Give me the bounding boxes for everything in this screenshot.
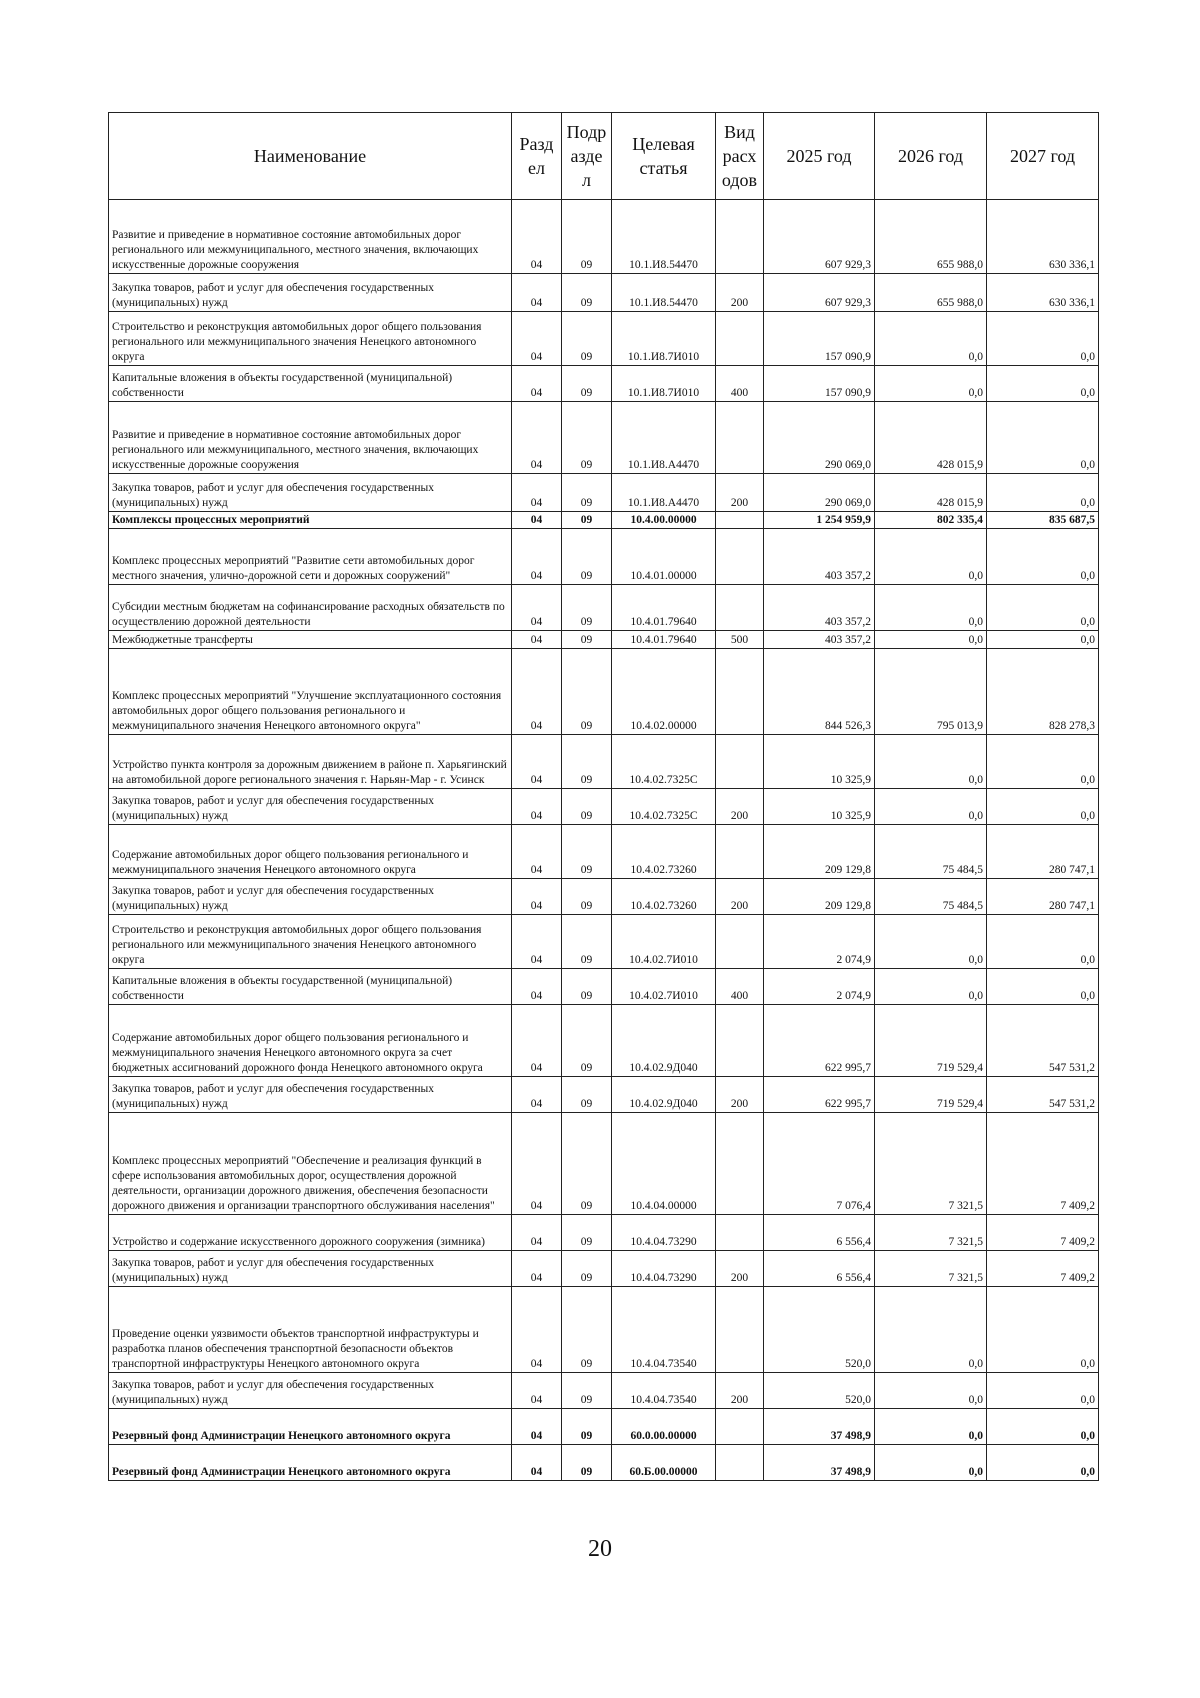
row-target-article: 10.4.02.7325С: [612, 735, 716, 789]
row-razdel: 04: [512, 1113, 562, 1215]
row-expense-type: [716, 529, 764, 585]
row-2025: 1 254 959,9: [764, 512, 875, 529]
row-target-article: 10.4.02.73260: [612, 879, 716, 915]
row-name: Комплекс процессных мероприятий "Обеспечение и реализация функций в сфере использования автомобильных дорог, осуществления дорожной деятельности, организации дорожного движения, обеспечения безопасности дорожного движения и организации транспортного обслуживания населения": [109, 1113, 512, 1215]
table-row: [109, 1215, 1099, 1251]
table-row: [109, 1113, 1099, 1215]
row-2027: 547 531,2: [987, 1005, 1099, 1077]
row-expense-type: [716, 312, 764, 366]
row-2026: 0,0: [875, 585, 987, 631]
header-expense-type: Вид расх одов: [716, 113, 764, 200]
row-2027: 0,0: [987, 402, 1099, 474]
row-expense-type: 500: [716, 631, 764, 649]
row-2025: 10 325,9: [764, 789, 875, 825]
table-row: [109, 402, 1099, 474]
row-expense-type: 200: [716, 474, 764, 512]
row-name: Закупка товаров, работ и услуг для обеспечения государственных (муниципальных) нужд: [109, 1373, 512, 1409]
table-body: [109, 200, 1099, 1481]
row-target-article: 10.4.02.9Д040: [612, 1005, 716, 1077]
row-target-article: 10.1.И8.54470: [612, 274, 716, 312]
row-podrazdel: 09: [562, 1373, 612, 1409]
row-expense-type: [716, 1409, 764, 1445]
row-2025: 844 526,3: [764, 649, 875, 735]
row-2027: 835 687,5: [987, 512, 1099, 529]
row-2027: 0,0: [987, 789, 1099, 825]
row-razdel: 04: [512, 585, 562, 631]
row-name: Развитие и приведение в нормативное состояние автомобильных дорог регионального или межмуниципального, местного значения, включающих искусственные дорожные сооружения: [109, 402, 512, 474]
row-2026: 0,0: [875, 631, 987, 649]
row-expense-type: [716, 915, 764, 969]
row-target-article: 10.4.02.7И010: [612, 915, 716, 969]
row-2027: 0,0: [987, 312, 1099, 366]
row-razdel: 04: [512, 969, 562, 1005]
row-podrazdel: 09: [562, 1077, 612, 1113]
row-2025: 157 090,9: [764, 312, 875, 366]
row-razdel: 04: [512, 366, 562, 402]
header-podrazdel: Подр азде л: [562, 113, 612, 200]
row-podrazdel: 09: [562, 529, 612, 585]
row-2027: 0,0: [987, 631, 1099, 649]
table-row: [109, 1005, 1099, 1077]
row-name: Межбюджетные трансферты: [109, 631, 512, 649]
table-row: [109, 789, 1099, 825]
row-2025: 607 929,3: [764, 200, 875, 274]
row-expense-type: [716, 1445, 764, 1481]
row-name: Проведение оценки уязвимости объектов транспортной инфраструктуры и разработка планов обеспечения транспортной безопасности объектов транспортной инфраструктуры Ненецкого автономного округа: [109, 1287, 512, 1373]
row-target-article: 10.4.01.00000: [612, 529, 716, 585]
row-expense-type: [716, 1287, 764, 1373]
table-row: [109, 649, 1099, 735]
row-expense-type: 200: [716, 879, 764, 915]
row-razdel: 04: [512, 1373, 562, 1409]
row-podrazdel: 09: [562, 969, 612, 1005]
row-name: Строительство и реконструкция автомобильных дорог общего пользования регионального или межмуниципального значения Ненецкого автономного округа: [109, 312, 512, 366]
row-expense-type: [716, 1113, 764, 1215]
row-2026: 0,0: [875, 789, 987, 825]
header-name: Наименование: [109, 113, 512, 200]
row-target-article: 10.4.00.00000: [612, 512, 716, 529]
row-razdel: 04: [512, 312, 562, 366]
row-target-article: 10.4.04.73290: [612, 1251, 716, 1287]
table-row: [109, 1373, 1099, 1409]
row-expense-type: [716, 649, 764, 735]
row-razdel: 04: [512, 529, 562, 585]
row-razdel: 04: [512, 1287, 562, 1373]
row-podrazdel: 09: [562, 402, 612, 474]
table-row: [109, 512, 1099, 529]
row-razdel: 04: [512, 1077, 562, 1113]
row-2025: 403 357,2: [764, 585, 875, 631]
row-expense-type: 400: [716, 969, 764, 1005]
row-2025: 10 325,9: [764, 735, 875, 789]
row-2027: 0,0: [987, 969, 1099, 1005]
row-podrazdel: 09: [562, 585, 612, 631]
table-row: [109, 879, 1099, 915]
row-2026: 0,0: [875, 366, 987, 402]
row-razdel: 04: [512, 735, 562, 789]
row-podrazdel: 09: [562, 312, 612, 366]
row-2026: 7 321,5: [875, 1215, 987, 1251]
row-2025: 209 129,8: [764, 879, 875, 915]
row-podrazdel: 09: [562, 366, 612, 402]
header-razdel: Разд ел: [512, 113, 562, 200]
row-2025: 7 076,4: [764, 1113, 875, 1215]
row-2026: 7 321,5: [875, 1113, 987, 1215]
row-name: Закупка товаров, работ и услуг для обеспечения государственных (муниципальных) нужд: [109, 1077, 512, 1113]
page-number: 20: [588, 1536, 612, 1562]
table-row: [109, 915, 1099, 969]
row-target-article: 10.1.И8.А4470: [612, 402, 716, 474]
row-2026: 0,0: [875, 529, 987, 585]
row-razdel: 04: [512, 274, 562, 312]
header-2027: 2027 год: [987, 113, 1099, 200]
row-target-article: 10.4.02.00000: [612, 649, 716, 735]
row-2027: 0,0: [987, 585, 1099, 631]
row-name: Содержание автомобильных дорог общего пользования регионального и межмуниципального значения Ненецкого автономного округа: [109, 825, 512, 879]
row-target-article: 10.4.04.73290: [612, 1215, 716, 1251]
row-razdel: 04: [512, 879, 562, 915]
row-2025: 6 556,4: [764, 1215, 875, 1251]
row-podrazdel: 09: [562, 1005, 612, 1077]
row-2026: 719 529,4: [875, 1005, 987, 1077]
row-expense-type: [716, 1215, 764, 1251]
row-razdel: 04: [512, 200, 562, 274]
row-podrazdel: 09: [562, 915, 612, 969]
row-2025: 520,0: [764, 1373, 875, 1409]
row-podrazdel: 09: [562, 512, 612, 529]
row-name: Комплекс процессных мероприятий "Развитие сети автомобильных дорог местного значения, улично-дорожной сети и дорожных сооружений": [109, 529, 512, 585]
row-2026: 0,0: [875, 1373, 987, 1409]
row-target-article: 10.4.01.79640: [612, 631, 716, 649]
row-2025: 2 074,9: [764, 969, 875, 1005]
row-2027: 0,0: [987, 474, 1099, 512]
row-2026: 75 484,5: [875, 879, 987, 915]
row-2027: 0,0: [987, 1287, 1099, 1373]
row-name: Резервный фонд Администрации Ненецкого автономного округа: [109, 1445, 512, 1481]
row-2026: 0,0: [875, 1409, 987, 1445]
row-2026: 428 015,9: [875, 474, 987, 512]
row-2027: 547 531,2: [987, 1077, 1099, 1113]
row-expense-type: [716, 1005, 764, 1077]
row-2026: 719 529,4: [875, 1077, 987, 1113]
row-name: Закупка товаров, работ и услуг для обеспечения государственных (муниципальных) нужд: [109, 274, 512, 312]
row-name: Закупка товаров, работ и услуг для обеспечения государственных (муниципальных) нужд: [109, 1251, 512, 1287]
row-2025: 6 556,4: [764, 1251, 875, 1287]
row-podrazdel: 09: [562, 825, 612, 879]
row-2025: 37 498,9: [764, 1409, 875, 1445]
row-podrazdel: 09: [562, 789, 612, 825]
row-razdel: 04: [512, 649, 562, 735]
row-razdel: 04: [512, 1215, 562, 1251]
row-podrazdel: 09: [562, 631, 612, 649]
row-target-article: 10.4.02.7325С: [612, 789, 716, 825]
row-target-article: 10.4.04.00000: [612, 1113, 716, 1215]
budget-table-container: [108, 112, 1098, 1481]
row-podrazdel: 09: [562, 1251, 612, 1287]
row-name: Устройство пункта контроля за дорожным движением в районе п. Харьягинский на автомобильной дороге регионального значения г. Нарьян-Мар - г. Усинск: [109, 735, 512, 789]
row-razdel: 04: [512, 1409, 562, 1445]
row-2025: 622 995,7: [764, 1005, 875, 1077]
row-expense-type: [716, 735, 764, 789]
row-expense-type: [716, 585, 764, 631]
row-target-article: 10.4.04.73540: [612, 1373, 716, 1409]
row-razdel: 04: [512, 789, 562, 825]
row-name: Устройство и содержание искусственного дорожного сооружения (зимника): [109, 1215, 512, 1251]
table-row: [109, 1077, 1099, 1113]
row-podrazdel: 09: [562, 274, 612, 312]
row-razdel: 04: [512, 915, 562, 969]
table-header-row: [109, 113, 1099, 200]
row-2027: 280 747,1: [987, 825, 1099, 879]
row-2027: 280 747,1: [987, 879, 1099, 915]
table-row: [109, 585, 1099, 631]
row-podrazdel: 09: [562, 1215, 612, 1251]
row-target-article: 10.1.И8.А4470: [612, 474, 716, 512]
table-row: [109, 1445, 1099, 1481]
row-expense-type: 200: [716, 274, 764, 312]
table-row: [109, 1251, 1099, 1287]
table-row: [109, 1287, 1099, 1373]
row-2025: 403 357,2: [764, 529, 875, 585]
row-2027: 0,0: [987, 735, 1099, 789]
row-expense-type: [716, 825, 764, 879]
table-row: [109, 529, 1099, 585]
header-2025: 2025 год: [764, 113, 875, 200]
row-2025: 2 074,9: [764, 915, 875, 969]
row-target-article: 10.4.04.73540: [612, 1287, 716, 1373]
row-expense-type: 200: [716, 789, 764, 825]
row-2025: 157 090,9: [764, 366, 875, 402]
row-2025: 607 929,3: [764, 274, 875, 312]
row-2026: 0,0: [875, 969, 987, 1005]
row-2026: 7 321,5: [875, 1251, 987, 1287]
row-podrazdel: 09: [562, 474, 612, 512]
row-2026: 0,0: [875, 915, 987, 969]
row-2026: 75 484,5: [875, 825, 987, 879]
row-target-article: 10.4.02.73260: [612, 825, 716, 879]
row-2027: 630 336,1: [987, 274, 1099, 312]
budget-table: [108, 112, 1099, 1481]
row-2026: 0,0: [875, 312, 987, 366]
row-podrazdel: 09: [562, 1445, 612, 1481]
row-2027: 0,0: [987, 1445, 1099, 1481]
row-2027: 0,0: [987, 1409, 1099, 1445]
table-row: [109, 735, 1099, 789]
row-2027: 7 409,2: [987, 1113, 1099, 1215]
row-2027: 7 409,2: [987, 1251, 1099, 1287]
row-2027: 0,0: [987, 1373, 1099, 1409]
header-2026: 2026 год: [875, 113, 987, 200]
row-razdel: 04: [512, 631, 562, 649]
table-row: [109, 474, 1099, 512]
row-2025: 622 995,7: [764, 1077, 875, 1113]
row-2026: 795 013,9: [875, 649, 987, 735]
row-podrazdel: 09: [562, 1113, 612, 1215]
row-name: Закупка товаров, работ и услуг для обеспечения государственных (муниципальных) нужд: [109, 789, 512, 825]
row-podrazdel: 09: [562, 649, 612, 735]
table-row: [109, 1409, 1099, 1445]
row-2026: 655 988,0: [875, 274, 987, 312]
row-2026: 0,0: [875, 1287, 987, 1373]
row-2027: 0,0: [987, 915, 1099, 969]
row-target-article: 10.1.И8.7И010: [612, 312, 716, 366]
row-name: Содержание автомобильных дорог общего пользования регионального и межмуниципального значения Ненецкого автономного округа за счет бюджетных ассигнований дорожного фонда Ненецкого автономного округа: [109, 1005, 512, 1077]
row-target-article: 60.0.00.00000: [612, 1409, 716, 1445]
row-2027: 0,0: [987, 366, 1099, 402]
row-2025: 290 069,0: [764, 474, 875, 512]
row-podrazdel: 09: [562, 879, 612, 915]
row-name: Строительство и реконструкция автомобильных дорог общего пользования регионального или межмуниципального значения Ненецкого автономного округа: [109, 915, 512, 969]
row-expense-type: 200: [716, 1251, 764, 1287]
table-row: [109, 969, 1099, 1005]
row-target-article: 60.Б.00.00000: [612, 1445, 716, 1481]
row-name: Резервный фонд Администрации Ненецкого автономного округа: [109, 1409, 512, 1445]
row-name: Капитальные вложения в объекты государственной (муниципальной) собственности: [109, 366, 512, 402]
row-podrazdel: 09: [562, 1287, 612, 1373]
row-2026: 0,0: [875, 1445, 987, 1481]
row-2027: 0,0: [987, 529, 1099, 585]
row-name: Закупка товаров, работ и услуг для обеспечения государственных (муниципальных) нужд: [109, 474, 512, 512]
row-podrazdel: 09: [562, 200, 612, 274]
row-2025: 520,0: [764, 1287, 875, 1373]
table-row: [109, 631, 1099, 649]
row-razdel: 04: [512, 512, 562, 529]
row-podrazdel: 09: [562, 735, 612, 789]
row-2026: 0,0: [875, 735, 987, 789]
row-2027: 828 278,3: [987, 649, 1099, 735]
row-expense-type: [716, 200, 764, 274]
row-2027: 630 336,1: [987, 200, 1099, 274]
row-razdel: 04: [512, 1005, 562, 1077]
table-row: [109, 312, 1099, 366]
row-podrazdel: 09: [562, 1409, 612, 1445]
row-expense-type: 200: [716, 1077, 764, 1113]
row-expense-type: [716, 402, 764, 474]
row-expense-type: 400: [716, 366, 764, 402]
row-expense-type: 200: [716, 1373, 764, 1409]
row-name: Развитие и приведение в нормативное состояние автомобильных дорог регионального или межмуниципального, местного значения, включающих искусственные дорожные сооружения: [109, 200, 512, 274]
row-target-article: 10.1.И8.54470: [612, 200, 716, 274]
header-target-article: Целевая статья: [612, 113, 716, 200]
row-razdel: 04: [512, 474, 562, 512]
row-expense-type: [716, 512, 764, 529]
table-row: [109, 825, 1099, 879]
row-razdel: 04: [512, 402, 562, 474]
row-2027: 7 409,2: [987, 1215, 1099, 1251]
row-2025: 209 129,8: [764, 825, 875, 879]
row-razdel: 04: [512, 825, 562, 879]
row-target-article: 10.1.И8.7И010: [612, 366, 716, 402]
row-name: Комплексы процессных мероприятий: [109, 512, 512, 529]
row-razdel: 04: [512, 1445, 562, 1481]
row-2026: 428 015,9: [875, 402, 987, 474]
row-name: Закупка товаров, работ и услуг для обеспечения государственных (муниципальных) нужд: [109, 879, 512, 915]
row-target-article: 10.4.02.9Д040: [612, 1077, 716, 1113]
table-row: [109, 200, 1099, 274]
row-razdel: 04: [512, 1251, 562, 1287]
row-2026: 802 335,4: [875, 512, 987, 529]
row-name: Комплекс процессных мероприятий "Улучшение эксплуатационного состояния автомобильных дорог общего пользования регионального и межмуниципального значения Ненецкого автономного округа": [109, 649, 512, 735]
row-target-article: 10.4.02.7И010: [612, 969, 716, 1005]
row-2025: 37 498,9: [764, 1445, 875, 1481]
table-row: [109, 366, 1099, 402]
row-target-article: 10.4.01.79640: [612, 585, 716, 631]
row-2025: 290 069,0: [764, 402, 875, 474]
row-2026: 655 988,0: [875, 200, 987, 274]
table-row: [109, 274, 1099, 312]
row-name: Субсидии местным бюджетам на софинансирование расходных обязательств по осуществлению дорожной деятельности: [109, 585, 512, 631]
row-name: Капитальные вложения в объекты государственной (муниципальной) собственности: [109, 969, 512, 1005]
row-2025: 403 357,2: [764, 631, 875, 649]
